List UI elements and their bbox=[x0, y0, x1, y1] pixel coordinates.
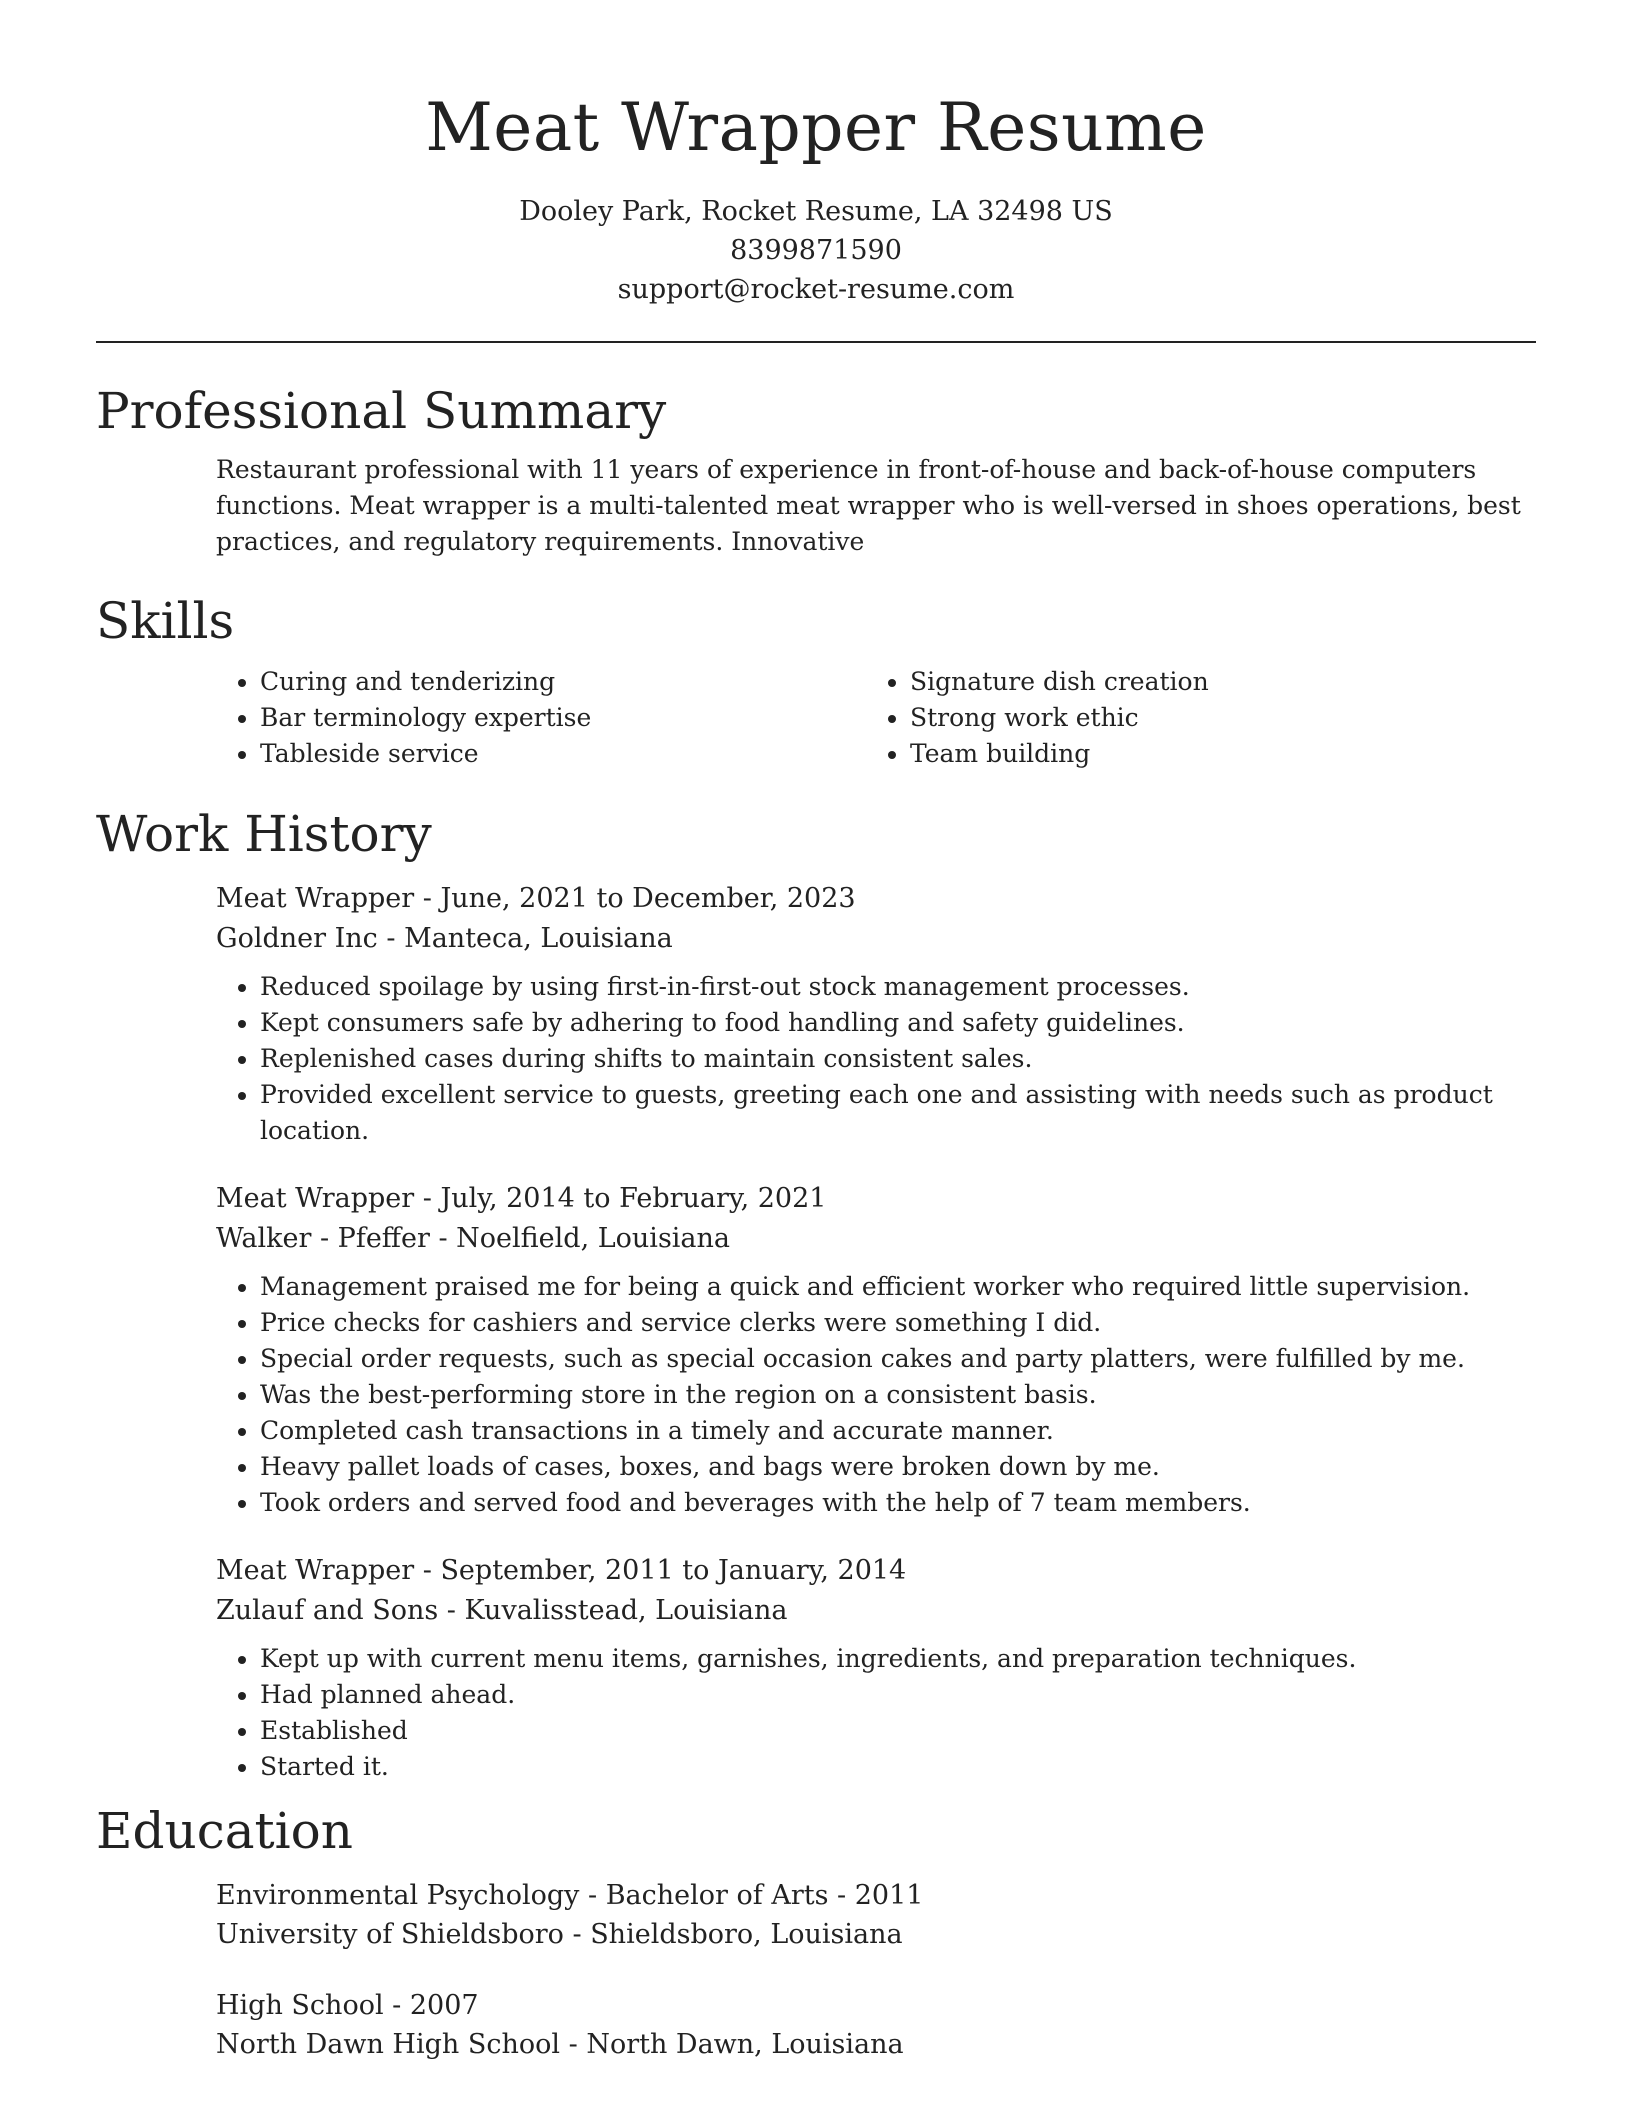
education-school: North Dawn High School - North Dawn, Louisiana bbox=[216, 2029, 904, 2060]
job-company-location: Zulauf and Sons - Kuvalisstead, Louisiana bbox=[216, 1595, 788, 1626]
duty-item: • Special order requests, such as special occasion cakes and party platters, were fulfilled by me. bbox=[260, 1341, 1536, 1377]
resume-title: Meat Wrapper Resume bbox=[425, 89, 1207, 166]
duty-item: • Reduced spoilage by using first-in-first-out stock management processes. bbox=[260, 969, 1536, 1005]
summary-text: Restaurant professional with 11 years of experience in front-of-house and back-of-house computers functions. Meat wrapper is a multi-talented meat wrapper who is well-versed in shoes operations, best practices, and regulatory requirements. Innovative bbox=[216, 455, 1521, 556]
contact-address: Dooley Park, Rocket Resume, LA 32498 US bbox=[519, 196, 1113, 227]
job-title-dates: Meat Wrapper - July, 2014 to February, 2021 bbox=[216, 1183, 827, 1214]
education-body bbox=[216, 1876, 1536, 2064]
duty-item: • Took orders and served food and beverages with the help of 7 team members. bbox=[260, 1485, 1536, 1521]
duty-item: • Was the best-performing store in the region on a consistent basis. bbox=[260, 1377, 1536, 1413]
skills-list-left bbox=[216, 664, 866, 772]
duty-item: • Provided excellent service to guests, greeting each one and assisting with needs such as product location. bbox=[260, 1077, 1536, 1149]
duty-item: • Kept consumers safe by adhering to food handling and safety guidelines. bbox=[260, 1005, 1536, 1041]
duty-item: • Price checks for cashiers and service clerks were something I did. bbox=[260, 1305, 1536, 1341]
job-company-location: Walker - Pfeffer - Noelfield, Louisiana bbox=[216, 1223, 731, 1254]
job-title-dates: Meat Wrapper - September, 2011 to January, 2014 bbox=[216, 1555, 907, 1586]
education-degree: Environmental Psychology - Bachelor of Arts - 2011 bbox=[216, 1880, 924, 1911]
work-section bbox=[96, 803, 1536, 1785]
duty-item: • Replenished cases during shifts to maintain consistent sales. bbox=[260, 1041, 1536, 1077]
skill-item: • Tableside service bbox=[260, 736, 866, 772]
skill-item: • Bar terminology expertise bbox=[260, 700, 866, 736]
summary-heading: Professional Summary bbox=[96, 382, 667, 440]
job-company-location: Goldner Inc - Manteca, Louisiana bbox=[216, 923, 673, 954]
skill-item: • Signature dish creation bbox=[910, 664, 1516, 700]
contact-info bbox=[0, 192, 1632, 309]
education-school: University of Shieldsboro - Shieldsboro, Louisiana bbox=[216, 1919, 903, 1950]
work-heading: Work History bbox=[96, 805, 432, 863]
work-body bbox=[216, 879, 1536, 1785]
duty-item: • Heavy pallet loads of cases, boxes, and bags were broken down by me. bbox=[260, 1449, 1536, 1485]
education-entry bbox=[216, 1876, 1536, 1954]
job-entry bbox=[216, 1179, 1536, 1521]
skill-item: • Curing and tenderizing bbox=[260, 664, 866, 700]
skills-section bbox=[96, 590, 1536, 772]
resume-header bbox=[0, 0, 1632, 309]
skill-item: • Strong work ethic bbox=[910, 700, 1516, 736]
skills-grid bbox=[216, 664, 1536, 772]
education-degree: High School - 2007 bbox=[216, 1990, 479, 2021]
duty-item: • Had planned ahead. bbox=[260, 1677, 1536, 1713]
education-section bbox=[96, 1800, 1536, 2064]
education-entry bbox=[216, 1986, 1536, 2064]
job-duties bbox=[216, 969, 1536, 1149]
duty-item: • Completed cash transactions in a timely and accurate manner. bbox=[260, 1413, 1536, 1449]
header-divider bbox=[96, 341, 1536, 343]
job-duties bbox=[216, 1269, 1536, 1521]
job-entry bbox=[216, 1551, 1536, 1785]
duty-item: • Management praised me for being a quick and efficient worker who required little supervision. bbox=[260, 1269, 1536, 1305]
skill-item: • Team building bbox=[910, 736, 1516, 772]
education-heading: Education bbox=[96, 1802, 353, 1860]
skills-heading: Skills bbox=[96, 592, 235, 650]
duty-item: • Kept up with current menu items, garnishes, ingredients, and preparation techniques. bbox=[260, 1641, 1536, 1677]
duty-item: • Established bbox=[260, 1713, 1536, 1749]
job-title-dates: Meat Wrapper - June, 2021 to December, 2023 bbox=[216, 883, 856, 914]
summary-body bbox=[216, 452, 1536, 560]
contact-phone: 8399871590 bbox=[730, 235, 902, 266]
contact-email: support@rocket-resume.com bbox=[617, 274, 1015, 305]
duty-item: • Started it. bbox=[260, 1749, 1536, 1785]
job-duties bbox=[216, 1641, 1536, 1785]
job-entry bbox=[216, 879, 1536, 1149]
summary-section bbox=[96, 380, 1536, 560]
skills-list-right bbox=[866, 664, 1516, 772]
